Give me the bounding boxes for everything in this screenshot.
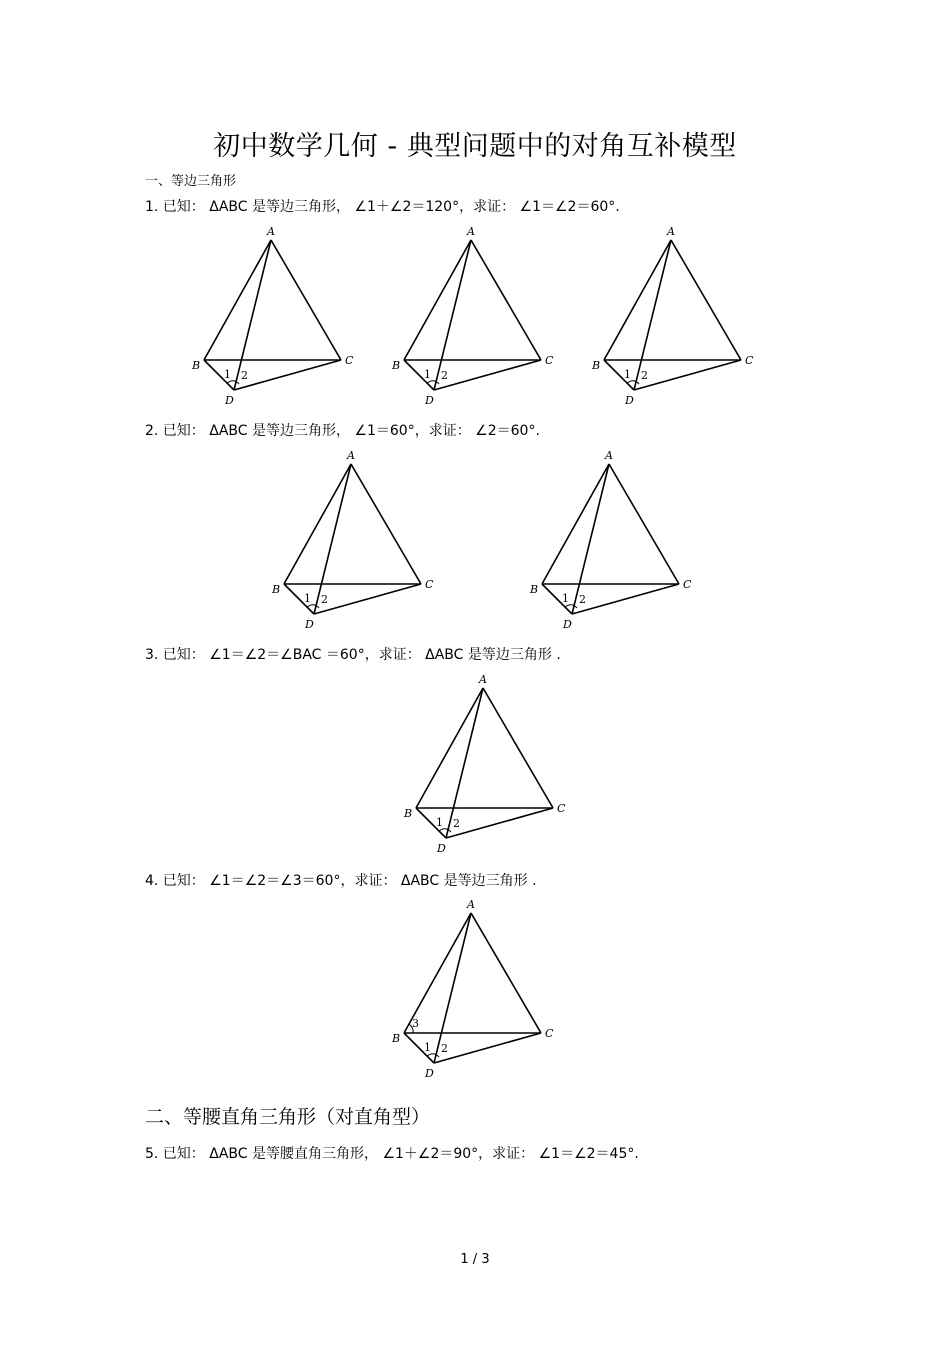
svg-text:D: D <box>563 618 572 631</box>
svg-text:2: 2 <box>641 369 648 382</box>
svg-text:A: A <box>667 225 675 238</box>
svg-text:1: 1 <box>224 368 231 381</box>
svg-text:D: D <box>425 394 434 407</box>
svg-text:D: D <box>305 618 314 631</box>
problem-2: 2. 已知： ΔABC 是等边三角形， ∠1＝60°，求证： ∠2＝60°. <box>145 423 540 439</box>
svg-text:D: D <box>625 394 634 407</box>
triangle-figure-3 <box>402 670 572 860</box>
svg-text:C: C <box>545 1027 554 1040</box>
svg-text:C: C <box>745 354 754 367</box>
svg-text:2: 2 <box>441 369 448 382</box>
svg-text:B: B <box>530 583 539 596</box>
svg-text:B: B <box>392 359 401 372</box>
svg-text:A: A <box>267 225 275 238</box>
svg-text:C: C <box>683 578 692 591</box>
svg-text:2: 2 <box>441 1042 448 1055</box>
svg-text:D: D <box>425 1067 434 1080</box>
svg-text:3: 3 <box>412 1017 419 1030</box>
svg-text:A: A <box>479 673 487 686</box>
svg-text:B: B <box>192 359 201 372</box>
triangle-figure-1c <box>590 222 760 412</box>
svg-text:2: 2 <box>321 593 328 606</box>
svg-text:1: 1 <box>624 368 631 381</box>
svg-text:D: D <box>225 394 234 407</box>
svg-text:A: A <box>605 449 613 462</box>
svg-text:1: 1 <box>424 368 431 381</box>
svg-text:C: C <box>345 354 354 367</box>
svg-text:B: B <box>404 807 413 820</box>
page-number: 1 / 3 <box>460 1252 490 1267</box>
svg-text:D: D <box>437 842 446 855</box>
triangle-figure-2b <box>528 446 698 636</box>
svg-text:2: 2 <box>241 369 248 382</box>
svg-text:1: 1 <box>436 816 443 829</box>
svg-text:2: 2 <box>453 817 460 830</box>
svg-text:C: C <box>425 578 434 591</box>
svg-text:B: B <box>272 583 281 596</box>
svg-text:B: B <box>392 1032 401 1045</box>
svg-text:C: C <box>545 354 554 367</box>
svg-text:A: A <box>467 225 475 238</box>
section-heading-isosceles-right: 二、等腰直角三角形（对直角型） <box>145 1106 431 1128</box>
triangle-figure-4 <box>390 895 560 1085</box>
svg-text:1: 1 <box>304 592 311 605</box>
svg-text:A: A <box>467 898 475 911</box>
svg-text:2: 2 <box>579 593 586 606</box>
svg-text:B: B <box>592 359 601 372</box>
problem-5: 5. 已知： ΔABC 是等腰直角三角形， ∠1＋∠2＝90°，求证： ∠1＝∠2＝45°. <box>145 1146 639 1162</box>
svg-text:1: 1 <box>562 592 569 605</box>
problem-3: 3. 已知： ∠1＝∠2＝∠BAC ＝60°，求证： ΔABC 是等边三角形 . <box>145 647 561 663</box>
svg-text:A: A <box>347 449 355 462</box>
problem-1: 1. 已知： ΔABC 是等边三角形， ∠1＋∠2＝120°，求证： ∠1＝∠2＝60°. <box>145 199 620 215</box>
section-heading-equilateral: 一、等边三角形 <box>145 174 237 189</box>
svg-text:C: C <box>557 802 566 815</box>
triangle-figure-2a <box>270 446 440 636</box>
page-title: 初中数学几何 - 典型问题中的对角互补模型 <box>213 131 737 162</box>
triangle-figure-1a <box>190 222 360 412</box>
triangle-figure-1b <box>390 222 560 412</box>
problem-4: 4. 已知： ∠1＝∠2＝∠3＝60°，求证： ΔABC 是等边三角形 . <box>145 873 537 889</box>
svg-text:1: 1 <box>424 1041 431 1054</box>
